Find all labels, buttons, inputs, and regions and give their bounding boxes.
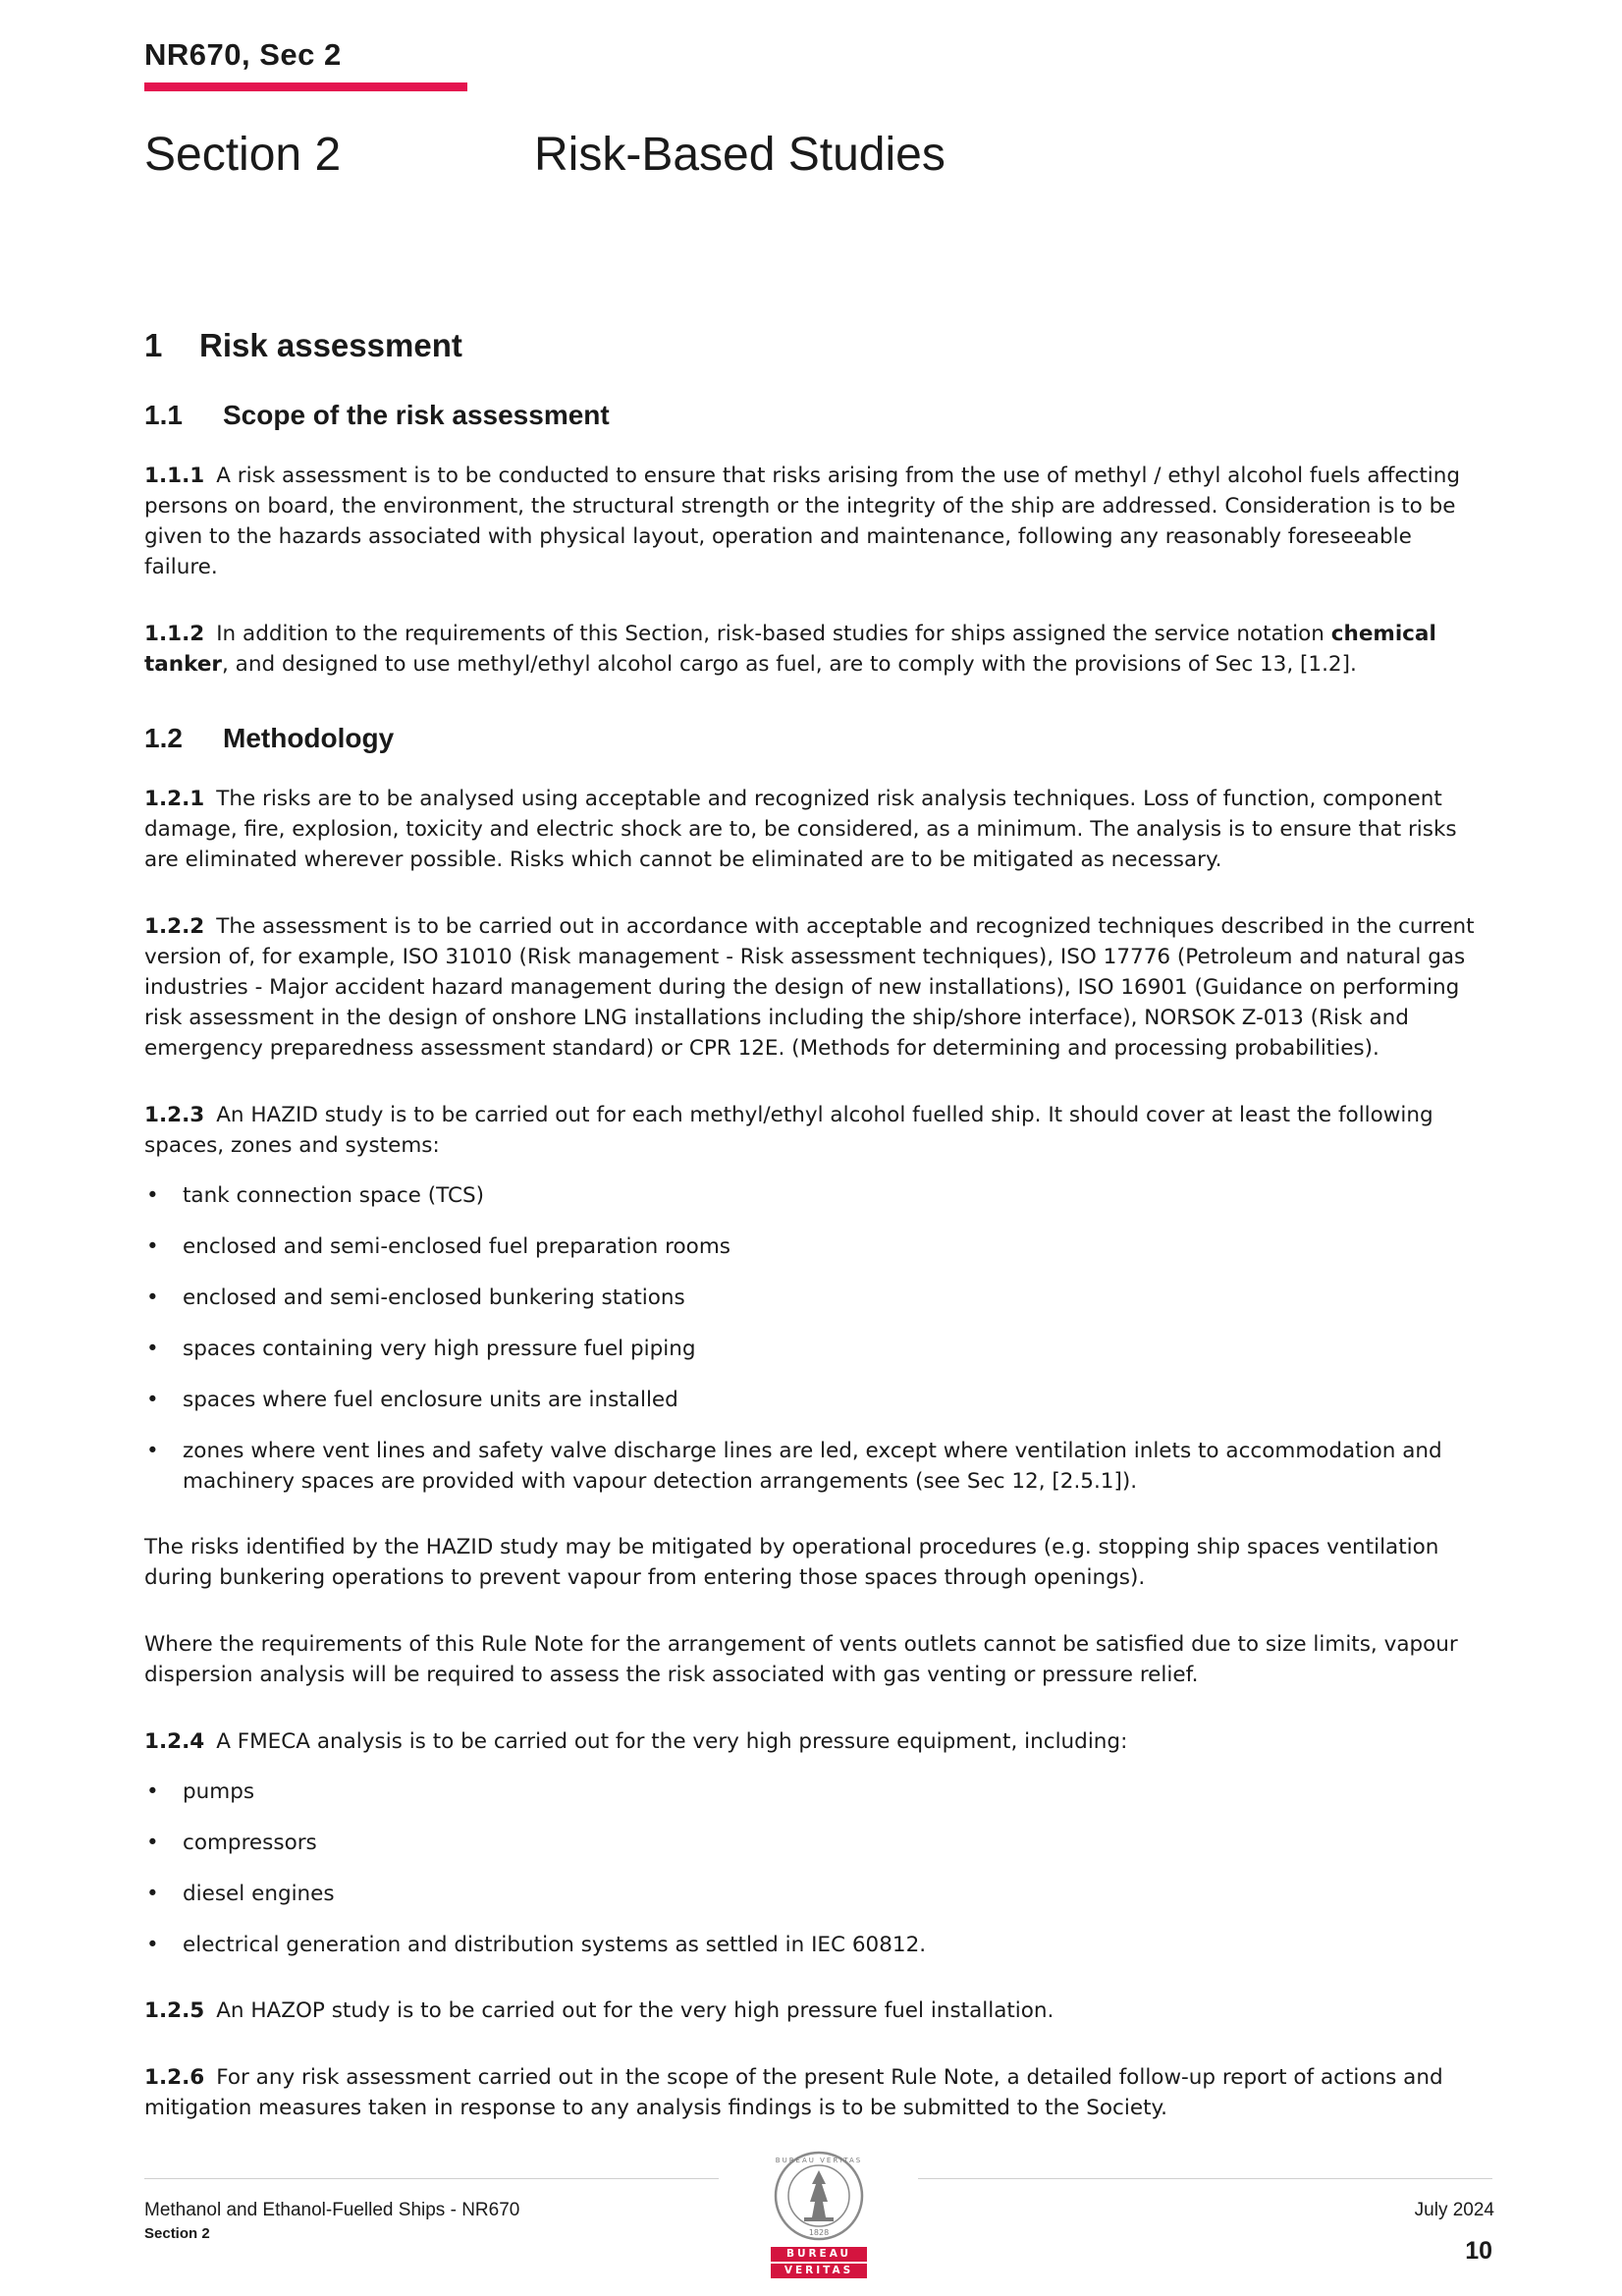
paragraph-number: 1.1.2 <box>144 622 205 646</box>
heading-number: 1.2 <box>144 723 183 753</box>
heading-title: Methodology <box>223 723 395 753</box>
paragraph-text: The assessment is to be carried out in accordance with acceptable and recognized techniques described in the current version of, for example, ISO 31010 (Risk management - Risk assessment techniques), ISO 17776 (Petroleum and natural gas industries - Major accident hazard management during the design of new installations), ISO 16901 (Guidance on performing risk assessment in the design of onshore LNG installations including the ship/shore interface), NORSOK Z-013 (Risk and emergency preparedness assessment standard) or CPR 12E. (Methods for determining and processing probabilities). <box>144 914 1475 1061</box>
paragraph-text: In addition to the requirements of this Section, risk-based studies for ships assigned the service notation <box>216 622 1331 646</box>
list-item: • zones where vent lines and safety valve discharge lines are led, except where ventilation inlets to accommodation and machinery spaces are provided with vapour detection arrangements (see Sec 12, [2.5.1]). <box>144 1436 1489 1497</box>
paragraph-1-2-2 <box>144 911 1489 1064</box>
paragraph-1-2-6 <box>144 2062 1489 2123</box>
paragraph-1-1-1 <box>144 461 1489 582</box>
section-title: Risk-Based Studies <box>534 129 946 181</box>
list-item: • enclosed and semi-enclosed fuel preparation rooms <box>144 1231 1489 1262</box>
paragraph-hazid-risks: The risks identified by the HAZID study may be mitigated by operational procedures (e.g. stopping ship spaces ventilation during bunkering operations to prevent vapour from entering those spaces through openings). <box>144 1535 1439 1590</box>
paragraph-number: 1.1.1 <box>144 464 205 488</box>
paragraph-number: 1.2.1 <box>144 787 205 811</box>
heading-1-2 <box>144 723 1489 754</box>
footer-divider-left <box>144 2178 719 2179</box>
list-item: • electrical generation and distribution systems as settled in IEC 60812. <box>144 1930 1489 1960</box>
list-item: • enclosed and semi-enclosed bunkering stations <box>144 1283 1489 1313</box>
svg-text:BUREAU VERITAS: BUREAU VERITAS <box>775 2157 863 2164</box>
paragraph-text: , and designed to use methyl/ethyl alcohol cargo as fuel, are to comply with the provisions of Sec 13, [1.2]. <box>222 652 1357 677</box>
paragraph-vents: Where the requirements of this Rule Note for the arrangement of vents outlets cannot be satisfied due to size limits, vapour dispersion analysis will be required to assess the risk associated with gas venting or pressure relief. <box>144 1632 1458 1687</box>
logo-word-bottom: VERITAS <box>771 2264 867 2278</box>
page-number: 10 <box>1465 2237 1492 2265</box>
list-item: • diesel engines <box>144 1879 1489 1909</box>
list-item: • pumps <box>144 1777 1489 1807</box>
paragraph-text: The risks are to be analysed using acceptable and recognized risk analysis techniques. Loss of function, component damage, fire, explosion, toxicity and electric shock are to, be considered, as a minimum. The analysis is to ensure that risks are eliminated wherever possible. Risks which cannot be eliminated are to be mitigated as necessary. <box>144 787 1457 872</box>
list-item: • tank connection space (TCS) <box>144 1180 1489 1211</box>
paragraph-1-1-2 <box>144 619 1489 680</box>
bureau-veritas-seal-icon <box>767 2149 871 2247</box>
heading-title: Risk assessment <box>199 327 462 363</box>
paragraph-number: 1.2.5 <box>144 1998 205 2023</box>
paragraph-text: An HAZID study is to be carried out for each methyl/ethyl alcohol fuelled ship. It should cover at least the following spaces, zones and systems: <box>144 1103 1433 1158</box>
header-doc-ref: NR670, Sec 2 <box>144 37 342 72</box>
footer-doc-title: Methanol and Ethanol-Fuelled Ships - NR670 <box>144 2200 520 2220</box>
paragraph-number: 1.2.3 <box>144 1103 205 1127</box>
paragraph-text: A risk assessment is to be conducted to ensure that risks arising from the use of methyl / ethyl alcohol fuels affecting persons on board, the environment, the structural strength or the integrity of the ship are addressed. Consideration is to be given to the hazards associated with physical layout, operation and maintenance, following any reasonably foreseeable failure. <box>144 464 1461 579</box>
paragraph-1-2-5 <box>144 1995 1489 2026</box>
header-accent-bar <box>144 82 467 91</box>
list-item: • spaces containing very high pressure fuel piping <box>144 1334 1489 1364</box>
heading-1-1 <box>144 400 1489 431</box>
list-item: • spaces where fuel enclosure units are installed <box>144 1385 1489 1415</box>
paragraph-number: 1.2.4 <box>144 1729 205 1754</box>
footer-divider-right <box>918 2178 1492 2179</box>
heading-title: Scope of the risk assessment <box>223 400 610 430</box>
paragraph-text: An HAZOP study is to be carried out for the very high pressure fuel installation. <box>216 1998 1054 2023</box>
heading-number: 1 <box>144 327 163 363</box>
fmeca-list <box>144 1777 1489 1960</box>
hazid-list <box>144 1180 1489 1497</box>
paragraph-1-2-3 <box>144 1100 1489 1161</box>
document-body <box>144 327 1489 2159</box>
paragraph-number: 1.2.2 <box>144 914 205 939</box>
footer-section: Section 2 <box>144 2225 210 2242</box>
logo-word-top: BUREAU <box>771 2247 867 2262</box>
paragraph-text: For any risk assessment carried out in the scope of the present Rule Note, a detailed follow-up report of actions and mitigation measures taken in response to any analysis findings is to be submitted to the Society. <box>144 2065 1443 2120</box>
heading-number: 1.1 <box>144 400 183 430</box>
section-number: Section 2 <box>144 129 342 181</box>
svg-text:1828: 1828 <box>808 2228 830 2237</box>
paragraph-1-2-4 <box>144 1726 1489 1757</box>
paragraph-number: 1.2.6 <box>144 2065 205 2090</box>
service-notation-term: chemical tanker <box>144 622 1436 677</box>
bureau-veritas-logo <box>767 2149 871 2281</box>
paragraph-1-2-1 <box>144 784 1489 875</box>
list-item: • compressors <box>144 1828 1489 1858</box>
footer-date: July 2024 <box>1414 2200 1494 2220</box>
paragraph-text: A FMECA analysis is to be carried out for the very high pressure equipment, including: <box>216 1729 1128 1754</box>
heading-1 <box>144 327 1489 364</box>
